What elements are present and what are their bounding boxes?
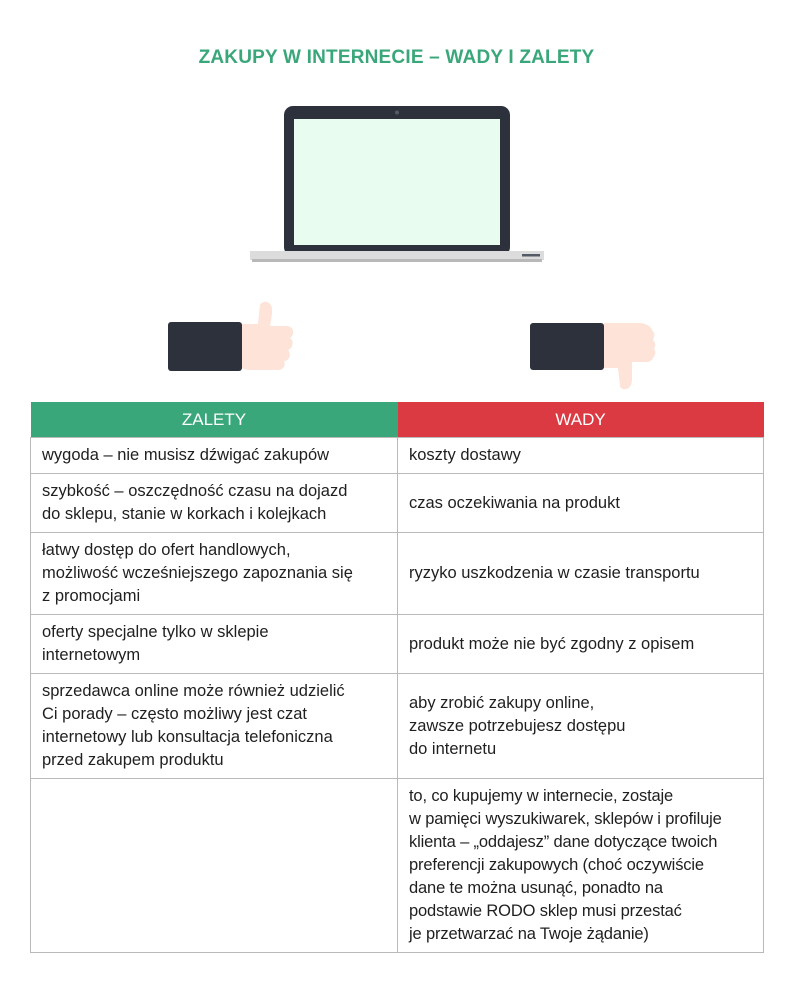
cons-cell: ryzyko uszkodzenia w czasie transportu (398, 533, 764, 615)
hand (604, 323, 655, 389)
pros-cell (31, 779, 398, 953)
cons-cell: czas oczekiwania na produkt (398, 474, 764, 533)
cons-cell: aby zrobić zakupy online, zawsze potrzebujesz dostępu do internetu (398, 674, 764, 779)
sleeve (168, 322, 242, 371)
header-pros: ZALETY (31, 402, 398, 438)
pros-cell: wygoda – nie musisz dźwigać zakupów (31, 438, 398, 474)
header-cons: WADY (398, 402, 764, 438)
cons-cell: produkt może nie być zgodny z opisem (398, 615, 764, 674)
laptop-icon (250, 104, 544, 266)
laptop-notch (522, 254, 540, 257)
table-row (31, 474, 764, 533)
laptop-base (250, 251, 544, 260)
laptop-base-bottom (252, 259, 542, 262)
page-title: ZAKUPY W INTERNECIE – WADY I ZALETY (198, 47, 595, 68)
table-row (31, 674, 764, 779)
table-row (31, 533, 764, 615)
thumbs-down-icon (528, 320, 660, 394)
pros-cell: szybkość – oszczędność czasu na dojazd do sklepu, stanie w korkach i kolejkach (31, 474, 398, 533)
sleeve (530, 323, 604, 370)
table-row (31, 615, 764, 674)
pros-cell: oferty specjalne tylko w sklepie internetowym (31, 615, 398, 674)
hand (242, 302, 293, 370)
laptop-screen (294, 119, 500, 245)
pros-cell: sprzedawca online może również udzielić Ci porady – często możliwy jest czat internetowy lub konsultacja telefoniczna przed zakupem produktu (31, 674, 398, 779)
comparison-table (30, 402, 764, 953)
laptop-camera (395, 111, 399, 115)
cons-cell: koszty dostawy (398, 438, 764, 474)
cons-cell: to, co kupujemy w internecie, zostaje w pamięci wyszukiwarek, sklepów i profiluje klienta – „oddajesz” dane dotyczące twoich preferencji zakupowych (choć oczywiście dane te można usunąć, ponadto na podstawie RODO sklep musi przestać je przetwarzać na Twoje żądanie) (398, 779, 764, 953)
thumbs-up-icon (166, 300, 298, 374)
pros-cell: łatwy dostęp do ofert handlowych, możliwość wcześniejszego zapoznania się z promocjami (31, 533, 398, 615)
table-row (31, 779, 764, 953)
table-row (31, 438, 764, 474)
